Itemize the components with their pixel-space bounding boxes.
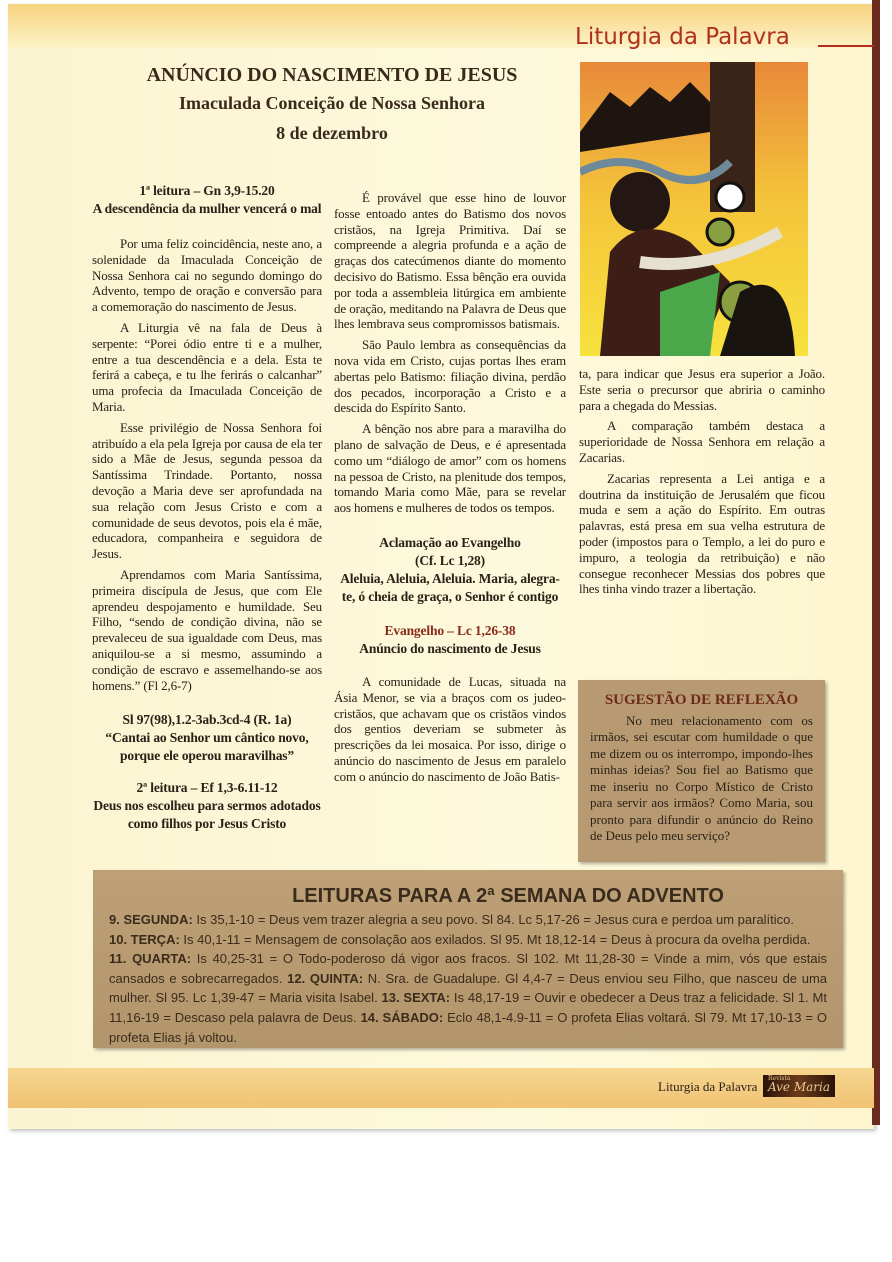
column-middle	[334, 190, 566, 790]
day-label: 11. QUARTA:	[109, 951, 192, 967]
weekly-readings-box	[93, 870, 843, 1048]
day-readings: Is 40,1-11 = Mensagem de consolação aos exilados. Sl 95. Mt 18,12-14 = Deus à procura da ovelha perdida.	[179, 931, 811, 947]
weekly-list	[109, 910, 827, 1047]
column-left	[92, 182, 322, 833]
paragraph: A comunidade de Lucas, situada na Ásia Menor, se via a braços com os judeo-cristãos, que achavam que os cristãos vindos dos gentios deveriam se submeter às prescrições da lei mosaica. Por isso, dirige o anúncio do nascimento de Jesus em paralelo com o anúncio do nascimento de João Batis-	[334, 673, 566, 784]
acclamation-title: Aclamação ao Evangelho	[379, 534, 521, 550]
paragraph: Aprendamos com Maria Santíssima, primeira discípula de Jesus, que com Ele aprendeu despojamento e humildade. Seu Filho, “sendo de condição divina, não se prevaleceu de sua igualdade com Deus, mas aniquilou-se a si mesmo, assumindo a condição de escravo e assemelhando-se aos homens.” (Fl 2,6-7)	[92, 566, 322, 693]
footer-label: Liturgia da Palavra	[658, 1079, 758, 1094]
day-label: 13. SEXTA:	[381, 990, 451, 1006]
paragraph: Esse privilégio de Nossa Senhora foi atribuído a ela pela Igreja por causa de ela ter sido a Mãe de Jesus, segunda pessoa da Santíssima Trindade. Portanto, nossa devoção a Maria deve ser aprofundada na sua relação com Jesus Cristo e com a comunidade de seus devotos, pois ela é mãe, educadora, companheira e seguidora de Jesus.	[92, 419, 322, 562]
gospel-title: Anúncio do nascimento de Jesus	[359, 640, 541, 656]
page-date: 8 de dezembro	[276, 123, 388, 143]
reading1-title: A descendência da mulher vencerá o mal	[92, 201, 322, 216]
paragraph: Zacarias representa a Lei antiga e a doutrina da instituição de Jerusalém que ficou muda e sem a ação do Espírito. Em outras palavras, está presa em sua velha estrutura de poder (impostos para o Templo, a lei do puro e impuro, a teologia da retribuição) e não consegue reconhecer Messias dos pobres que lhes tinha vindo trazer a libertação.	[579, 470, 825, 597]
paragraph: A bênção nos abre para a maravilha do plano de salvação de Deus, e é apresentada como um “diálogo de amor” com os homens na pessoa de Cristo, na plenitude dos tempos, tomando Maria como Mãe, para se revelar aos homens e mulheres de todos os tempos.	[334, 421, 566, 516]
reading1-ref: 1ª leitura – Gn 3,9-15.20	[139, 183, 275, 198]
gospel-ref: Evangelho – Lc 1,26-38	[384, 622, 516, 638]
reflection-title: SUGESTÃO DE REFLEXÃO	[604, 692, 799, 708]
page-heading	[92, 62, 572, 148]
psalm-ref: Sl 97(98),1.2-3ab.3cd-4 (R. 1a)	[122, 712, 292, 728]
day-readings: Is 35,1-10 = Deus vem trazer alegria a seu povo. Sl 84. Lc 5,17-26 = Jesus cura e perdoa um paralítico.	[192, 912, 795, 927]
psalm-title: “Cantai ao Senhor um cântico novo, porque ele operou maravilhas”	[105, 730, 309, 764]
logo-small-text: Revista	[768, 1075, 791, 1082]
paragraph: A comparação também destaca a superioridade de Nossa Senhora em relação a Zacarias.	[579, 418, 825, 465]
section-title: Liturgia da Palavra	[575, 24, 790, 50]
logo-text: Ave Maria	[767, 1080, 831, 1094]
paragraph: Por uma feliz coincidência, neste ano, a solenidade da Imaculada Conceição de Nossa Senhora cai no segundo domingo do Advento, tempo de oração e conversão para a comemoração do nascimento de Jesus.	[92, 236, 322, 315]
woodcut-illustration	[580, 62, 808, 356]
day-readings: Is 40,25-31 = O Todo-poderoso dá vigor aos fracos. Sl 102. Mt 11,28-30 = Vinde a mim, vós que estais cansados e sobrecarregados.	[109, 951, 828, 986]
paragraph: São Paulo lembra as consequências da nova vida em Cristo, cujas portas lhes eram abertas pelo Batismo: filiação divina, perdão dos pecados, incorporação a Cristo e a descida do Espírito Santo.	[334, 337, 566, 416]
day-label: 12. QUINTA:	[287, 970, 364, 986]
reading2-title: Deus nos escolheu para sermos adotados como filhos por Jesus Cristo	[93, 798, 321, 832]
page-title: ANÚNCIO DO NASCIMENTO DE JESUS	[146, 64, 518, 86]
column-right	[579, 366, 825, 602]
paragraph: É provável que esse hino de louvor fosse entoado antes do Batismo dos novos cristãos, na Igreja Primitiva. Daí se compreende a alegria profunda e a ação de graças dos catecúmenos diante do momento decisivo do Batismo. Essa bênção era ouvida por toda a assembleia litúrgica em ambiente de oração, meditando na Palavra de Deus que lhes lembrava seus compromissos batismais.	[334, 190, 566, 332]
section-underline	[818, 45, 874, 47]
reading2-ref: 2ª leitura – Ef 1,3-6.11-12	[136, 780, 278, 796]
day-readings: N. Sra. de Guadalupe. Gl 4,4-7 = Deus enviou seu Filho, que nasceu de uma mulher. Sl 95. Lc 1,39-47 = Maria visita Isabel.	[109, 970, 828, 1006]
page-edge	[872, 0, 880, 1125]
acclamation-ref: (Cf. Lc 1,28)	[414, 552, 486, 568]
acclamation-text: Aleluia, Aleluia, Aleluia. Maria, alegra-te, ó cheia de graça, o Senhor é contigo	[340, 570, 560, 604]
day-readings: Eclo 48,1-4.9-11 = O profeta Elias voltará. Sl 79. Mt 17,10-13 = O profeta Elias já voltou.	[109, 1009, 827, 1045]
reflection-box	[578, 680, 825, 862]
illustration-john-baptist	[580, 62, 808, 356]
ave-maria-logo	[763, 1075, 835, 1097]
paragraph: A Liturgia vê na fala de Deus à serpente: “Porei ódio entre ti e a mulher, entre a tua descendência e a dela. Esta te ferirá a cabeça, e tu lhe ferirás o calcanhar” uma profecia da Imaculada Conceição de Maria.	[92, 319, 322, 414]
weekly-title: LEITURAS PARA A 2ª SEMANA DO ADVENTO	[292, 885, 724, 907]
page-subtitle: Imaculada Conceição de Nossa Senhora	[178, 93, 485, 113]
reflection-text: No meu relacionamento com os irmãos, sei escutar com humildade o que me dizem ou os interrompo, impondo-lhes minhas ideias? Sou fiel ao Batismo que me inseriu no Corpo Místico de Cristo para servir aos irmãos? Como Maria, sou pronto para difundir o anúncio do Reino de Deus pelo meu serviço?	[590, 712, 813, 843]
day-label: 14. SÁBADO:	[360, 1009, 444, 1025]
day-label: 9. SEGUNDA:	[109, 912, 193, 927]
paragraph: ta, para indicar que Jesus era superior a João. Este seria o precursor que abriria o caminho para a chegada do Messias.	[579, 366, 825, 413]
day-label: 10. TERÇA:	[109, 931, 180, 947]
day-readings: Is 48,17-19 = Ouvir e obedecer a Deus traz a felicidade. Sl 1. Mt 11,16-19 = Descaso pela palavra de Deus.	[109, 990, 828, 1025]
